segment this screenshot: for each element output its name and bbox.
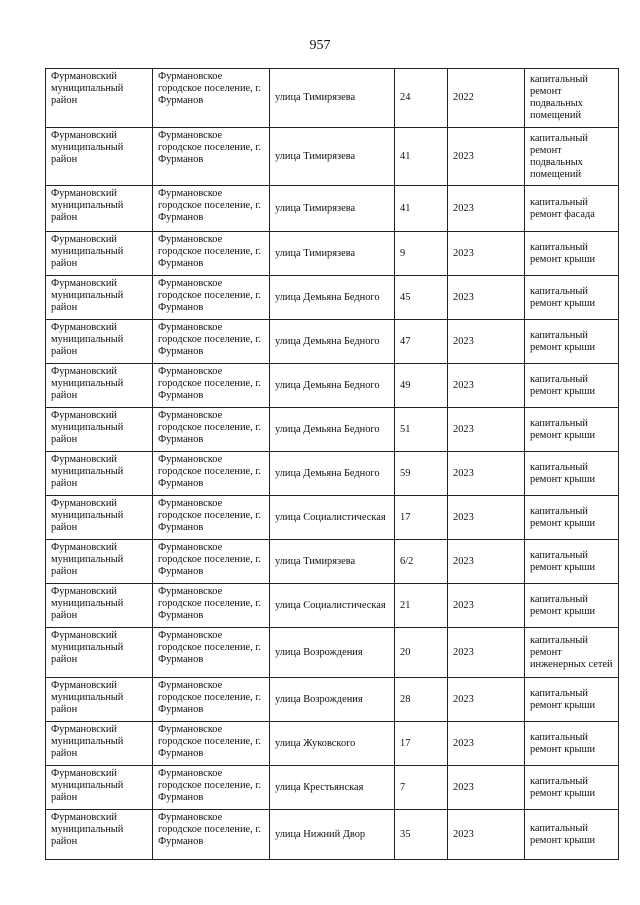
house-number-cell: 35	[395, 810, 448, 860]
year-cell: 2023	[448, 452, 525, 496]
district-cell: Фурмановский муниципальный район	[46, 540, 153, 584]
district-cell: Фурмановский муниципальный район	[46, 810, 153, 860]
year-cell: 2023	[448, 128, 525, 186]
work-type-cell: капитальный ремонт крыши	[525, 584, 619, 628]
district-cell: Фурмановский муниципальный район	[46, 628, 153, 678]
house-number-cell: 7	[395, 766, 448, 810]
settlement-cell: Фурмановское городское поселение, г. Фурманов	[153, 722, 270, 766]
street-cell: улица Крестьянская	[270, 766, 395, 810]
table-row	[46, 232, 619, 276]
district-cell: Фурмановский муниципальный район	[46, 128, 153, 186]
settlement-cell: Фурмановское городское поселение, г. Фурманов	[153, 810, 270, 860]
work-type-cell: капитальный ремонт крыши	[525, 232, 619, 276]
year-cell: 2023	[448, 364, 525, 408]
table-row	[46, 584, 619, 628]
street-cell: улица Нижний Двор	[270, 810, 395, 860]
district-cell: Фурмановский муниципальный район	[46, 320, 153, 364]
house-number-cell: 24	[395, 69, 448, 128]
district-cell: Фурмановский муниципальный район	[46, 496, 153, 540]
year-cell: 2023	[448, 678, 525, 722]
district-cell: Фурмановский муниципальный район	[46, 584, 153, 628]
district-cell: Фурмановский муниципальный район	[46, 766, 153, 810]
year-cell: 2023	[448, 810, 525, 860]
year-cell: 2023	[448, 408, 525, 452]
house-number-cell: 59	[395, 452, 448, 496]
district-cell: Фурмановский муниципальный район	[46, 408, 153, 452]
house-number-cell: 41	[395, 128, 448, 186]
settlement-cell: Фурмановское городское поселение, г. Фурманов	[153, 628, 270, 678]
work-type-cell: капитальный ремонт крыши	[525, 810, 619, 860]
house-number-cell: 20	[395, 628, 448, 678]
street-cell: улица Социалистическая	[270, 496, 395, 540]
year-cell: 2023	[448, 628, 525, 678]
house-number-cell: 21	[395, 584, 448, 628]
settlement-cell: Фурмановское городское поселение, г. Фурманов	[153, 232, 270, 276]
street-cell: улица Тимирязева	[270, 186, 395, 232]
house-number-cell: 17	[395, 496, 448, 540]
work-type-cell: капитальный ремонт крыши	[525, 722, 619, 766]
work-type-cell: капитальный ремонт крыши	[525, 452, 619, 496]
work-type-cell: капитальный ремонт крыши	[525, 540, 619, 584]
year-cell: 2023	[448, 584, 525, 628]
district-cell: Фурмановский муниципальный район	[46, 276, 153, 320]
table-row	[46, 628, 619, 678]
year-cell: 2023	[448, 320, 525, 364]
house-number-cell: 47	[395, 320, 448, 364]
street-cell: улица Демьяна Бедного	[270, 364, 395, 408]
house-number-cell: 51	[395, 408, 448, 452]
table-row	[46, 320, 619, 364]
work-type-cell: капитальный ремонт крыши	[525, 364, 619, 408]
work-type-cell: капитальный ремонт подвальных помещений	[525, 128, 619, 186]
street-cell: улица Демьяна Бедного	[270, 276, 395, 320]
year-cell: 2023	[448, 540, 525, 584]
table-row	[46, 496, 619, 540]
district-cell: Фурмановский муниципальный район	[46, 69, 153, 128]
settlement-cell: Фурмановское городское поселение, г. Фурманов	[153, 320, 270, 364]
district-cell: Фурмановский муниципальный район	[46, 678, 153, 722]
street-cell: улица Возрождения	[270, 678, 395, 722]
year-cell: 2023	[448, 276, 525, 320]
table-row	[46, 540, 619, 584]
settlement-cell: Фурмановское городское поселение, г. Фурманов	[153, 678, 270, 722]
work-type-cell: капитальный ремонт крыши	[525, 276, 619, 320]
house-number-cell: 28	[395, 678, 448, 722]
settlement-cell: Фурмановское городское поселение, г. Фурманов	[153, 276, 270, 320]
district-cell: Фурмановский муниципальный район	[46, 186, 153, 232]
table-row	[46, 810, 619, 860]
table-row	[46, 364, 619, 408]
house-number-cell: 17	[395, 722, 448, 766]
settlement-cell: Фурмановское городское поселение, г. Фурманов	[153, 766, 270, 810]
work-type-cell: капитальный ремонт крыши	[525, 320, 619, 364]
settlement-cell: Фурмановское городское поселение, г. Фурманов	[153, 452, 270, 496]
table-row	[46, 766, 619, 810]
settlement-cell: Фурмановскоe городское поселение, г. Фурманов	[153, 128, 270, 186]
street-cell: улица Тимирязева	[270, 128, 395, 186]
house-number-cell: 45	[395, 276, 448, 320]
house-number-cell: 9	[395, 232, 448, 276]
repair-schedule-table	[45, 68, 619, 860]
settlement-cell: Фурмановское городское поселение, г. Фурманов	[153, 540, 270, 584]
work-type-cell: капитальный ремонт крыши	[525, 408, 619, 452]
work-type-cell: капитальный ремонт инженерных сетей	[525, 628, 619, 678]
street-cell: улица Тимирязева	[270, 69, 395, 128]
settlement-cell: Фурмановское городское поселение, г. Фурманов	[153, 408, 270, 452]
year-cell: 2023	[448, 496, 525, 540]
settlement-cell: Фурмановское городское поселение, г. Фурманов	[153, 584, 270, 628]
house-number-cell: 49	[395, 364, 448, 408]
table-row	[46, 69, 619, 128]
table-row	[46, 276, 619, 320]
year-cell: 2023	[448, 722, 525, 766]
district-cell: Фурмановский муниципальный район	[46, 364, 153, 408]
house-number-cell: 6/2	[395, 540, 448, 584]
table-row	[46, 186, 619, 232]
street-cell: улица Демьяна Бедного	[270, 452, 395, 496]
district-cell: Фурмановский муниципальный район	[46, 232, 153, 276]
work-type-cell: капитальный ремонт крыши	[525, 496, 619, 540]
year-cell: 2023	[448, 232, 525, 276]
settlement-cell: Фурмановское городское поселение, г. Фурманов	[153, 496, 270, 540]
street-cell: улица Тимирязева	[270, 232, 395, 276]
street-cell: улица Тимирязева	[270, 540, 395, 584]
work-type-cell: капитальный ремонт крыши	[525, 678, 619, 722]
street-cell: улица Возрождения	[270, 628, 395, 678]
work-type-cell: капитальный ремонт фасада	[525, 186, 619, 232]
street-cell: улица Социалистическая	[270, 584, 395, 628]
page-number: 957	[309, 38, 331, 53]
street-cell: улица Демьяна Бедного	[270, 320, 395, 364]
table-row	[46, 128, 619, 186]
house-number-cell: 41	[395, 186, 448, 232]
table-row	[46, 678, 619, 722]
year-cell: 2023	[448, 766, 525, 810]
work-type-cell: капитальный ремонт крыши	[525, 766, 619, 810]
settlement-cell: Фурмановское городское поселение, г. Фурманов	[153, 69, 270, 128]
settlement-cell: Фурмановское городское поселение, г. Фурманов	[153, 364, 270, 408]
table-row	[46, 722, 619, 766]
table-body	[46, 69, 619, 860]
district-cell: Фурмановский муниципальный район	[46, 722, 153, 766]
settlement-cell: Фурмановское городское поселение, г. Фурманов	[153, 186, 270, 232]
work-type-cell: капитальный ремонт подвальных помещений	[525, 69, 619, 128]
street-cell: улица Демьяна Бедного	[270, 408, 395, 452]
table-row	[46, 408, 619, 452]
year-cell: 2022	[448, 69, 525, 128]
street-cell: улица Жуковского	[270, 722, 395, 766]
table-row	[46, 452, 619, 496]
year-cell: 2023	[448, 186, 525, 232]
district-cell: Фурмановский муниципальный район	[46, 452, 153, 496]
